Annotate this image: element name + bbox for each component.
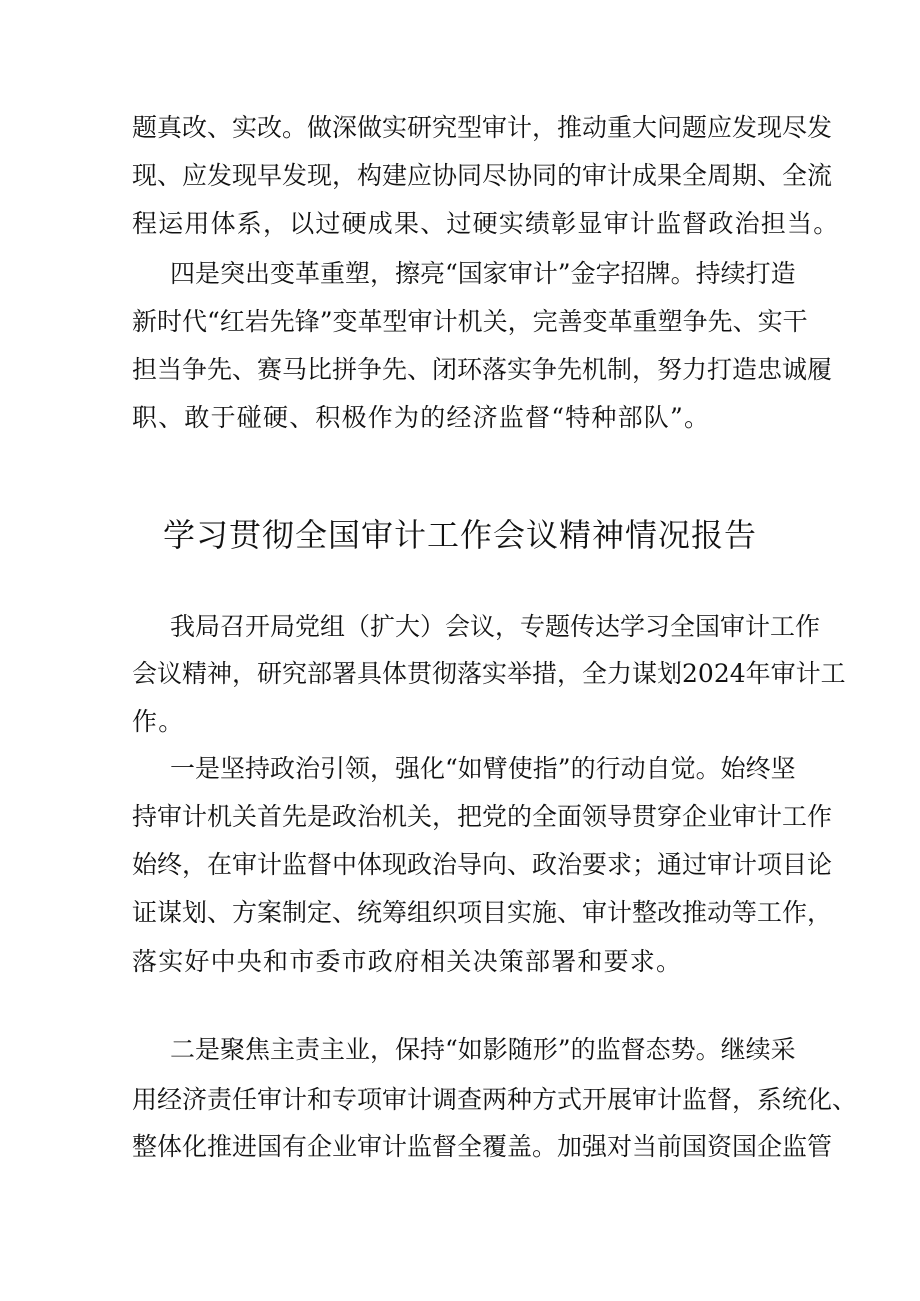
paragraph-line: 职、敢于碰硬、积极作为的经济监督“特种部队”。 <box>132 403 711 432</box>
paragraph-line: 用经济责任审计和专项审计调查两种方式开展审计监督，系统化、 <box>132 1085 858 1114</box>
paragraph-line: 作。 <box>132 707 185 736</box>
paragraph-line: 担当争先、赛马比拼争先、闭环落实争先机制，努力打造忠诚履 <box>132 355 833 384</box>
paragraph-line: 会议精神，研究部署具体贯彻落实举措，全力谋划2024年审计工 <box>132 659 846 688</box>
paragraph-line: 现、应发现早发现，构建应协同尽协同的审计成果全周期、全流 <box>132 161 833 190</box>
report-title: 学习贯彻全国审计工作会议精神情况报告 <box>162 516 757 554</box>
paragraph-line: 证谋划、方案制定、统筹组织项目实施、审计整改推动等工作， <box>132 898 833 927</box>
paragraph-line: 一是坚持政治引领，强化“如臂使指”的行动自觉。始终坚 <box>170 754 796 783</box>
paragraph-line: 四是突出变革重塑，擦亮“国家审计”金字招牌。持续打造 <box>170 259 796 288</box>
paragraph-line: 题真改、实改。做深做实研究型审计，推动重大问题应发现尽发 <box>132 113 833 142</box>
paragraph-line: 程运用体系，以过硬成果、过硬实绩彰显审计监督政治担当。 <box>132 209 840 238</box>
paragraph-line: 二是聚焦主责主业，保持“如影随形”的监督态势。继续采 <box>170 1035 796 1064</box>
paragraph-line: 新时代“红岩先锋”变革型审计机关，完善变革重塑争先、实干 <box>132 307 808 336</box>
paragraph-line: 我局召开局党组（扩大）会议，专题传达学习全国审计工作 <box>170 612 821 641</box>
paragraph-line: 落实好中央和市委市政府相关决策部署和要求。 <box>132 947 683 976</box>
paragraph-line: 持审计机关首先是政治机关，把党的全面领导贯穿企业审计工作 <box>132 802 833 831</box>
paragraph-line: 始终，在审计监督中体现政治导向、政治要求；通过审计项目论 <box>132 850 833 879</box>
paragraph-line: 整体化推进国有企业审计监督全覆盖。加强对当前国资国企监管 <box>132 1132 833 1161</box>
